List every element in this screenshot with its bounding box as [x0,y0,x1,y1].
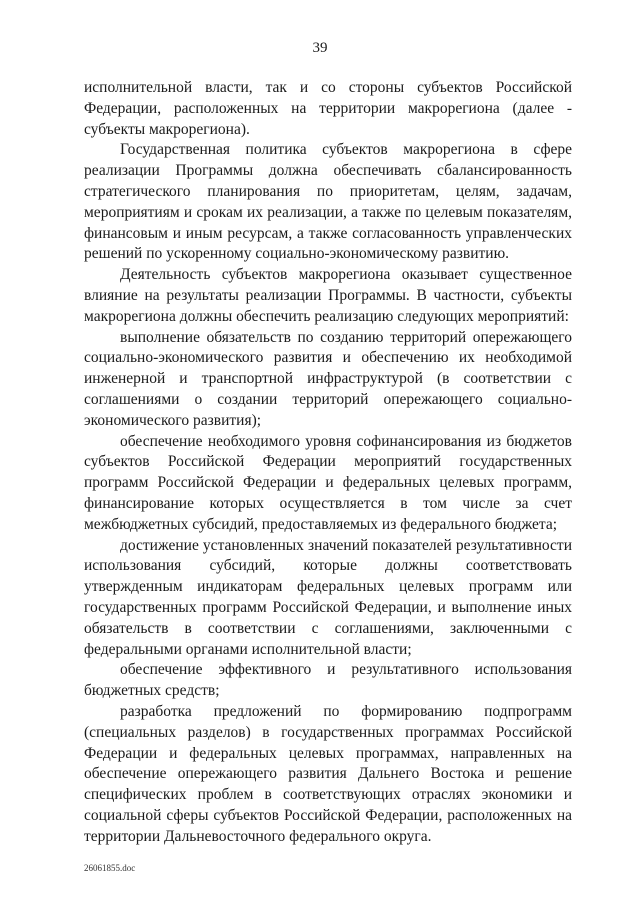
list-item-cofinancing: обеспечение необходимого уровня софинансирования из бюджетов субъектов Российской Федерации мероприятий государственных программ Российской Федерации и федеральных целевых программ, финансирование которых осуществляется в том числе за счет межбюджетных субсидий, предоставляемых из федерального бюджета; [84,432,572,533]
list-item-indicators: достижение установленных значений показателей результативности использования субсидий, которые должны соответствовать утвержденным индикаторам федеральных целевых программ или государственных программ Российской Федерации, и выполнение иных обязательств в соответствии с соглашениями, заключенными с федеральными органами исполнительной власти; [84,536,572,658]
list-item-subprograms: разработка предложений по формированию подпрограмм (специальных разделов) в государственных программах Российской Федерации и федеральных целевых программах, направленных на обеспечение опережающего развития Дальнего Востока и решение специфических проблем в соответствующих отраслях экономики и социальной сферы субъектов Российской Федерации, расположенных на территории Дальневосточного федерального округа. [84,702,572,845]
paragraph-subjects-activity: Деятельность субъектов макрорегиона оказывает существенное влияние на результаты реализации Программы. В частности, субъекты макрорегиона должны обеспечить реализацию следующих мероприятий: [84,266,572,325]
file-name-footer: 26061855.doc [84,863,136,873]
paragraph-continuation: исполнительной власти, так и со стороны субъектов Российской Федерации, расположенных на территории макрорегиона (далее - субъекты макрорегиона). [84,79,572,138]
list-item-budget-efficiency: обеспечение эффективного и результативного использования бюджетных средств; [84,661,572,700]
page-number: 39 [312,40,328,56]
list-item-obligations: выполнение обязательств по созданию территорий опережающего социально-экономического развития и обеспечению их необходимой инженерной и транспортной инфраструктурой (в соответствии с соглашениями о создании территорий опережающего социально-экономического развития); [84,328,572,429]
document-body [84,78,572,847]
paragraph-state-policy: Государственная политика субъектов макрорегиона в сфере реализации Программы должна обеспечивать сбалансированность стратегического планирования по приоритетам, целям, задачам, мероприятиям и срокам их реализации, а также по целевым показателям, финансовым и иным ресурсам, а также согласованность управленческих решений по ускоренному социально-экономическому развитию. [84,141,572,263]
